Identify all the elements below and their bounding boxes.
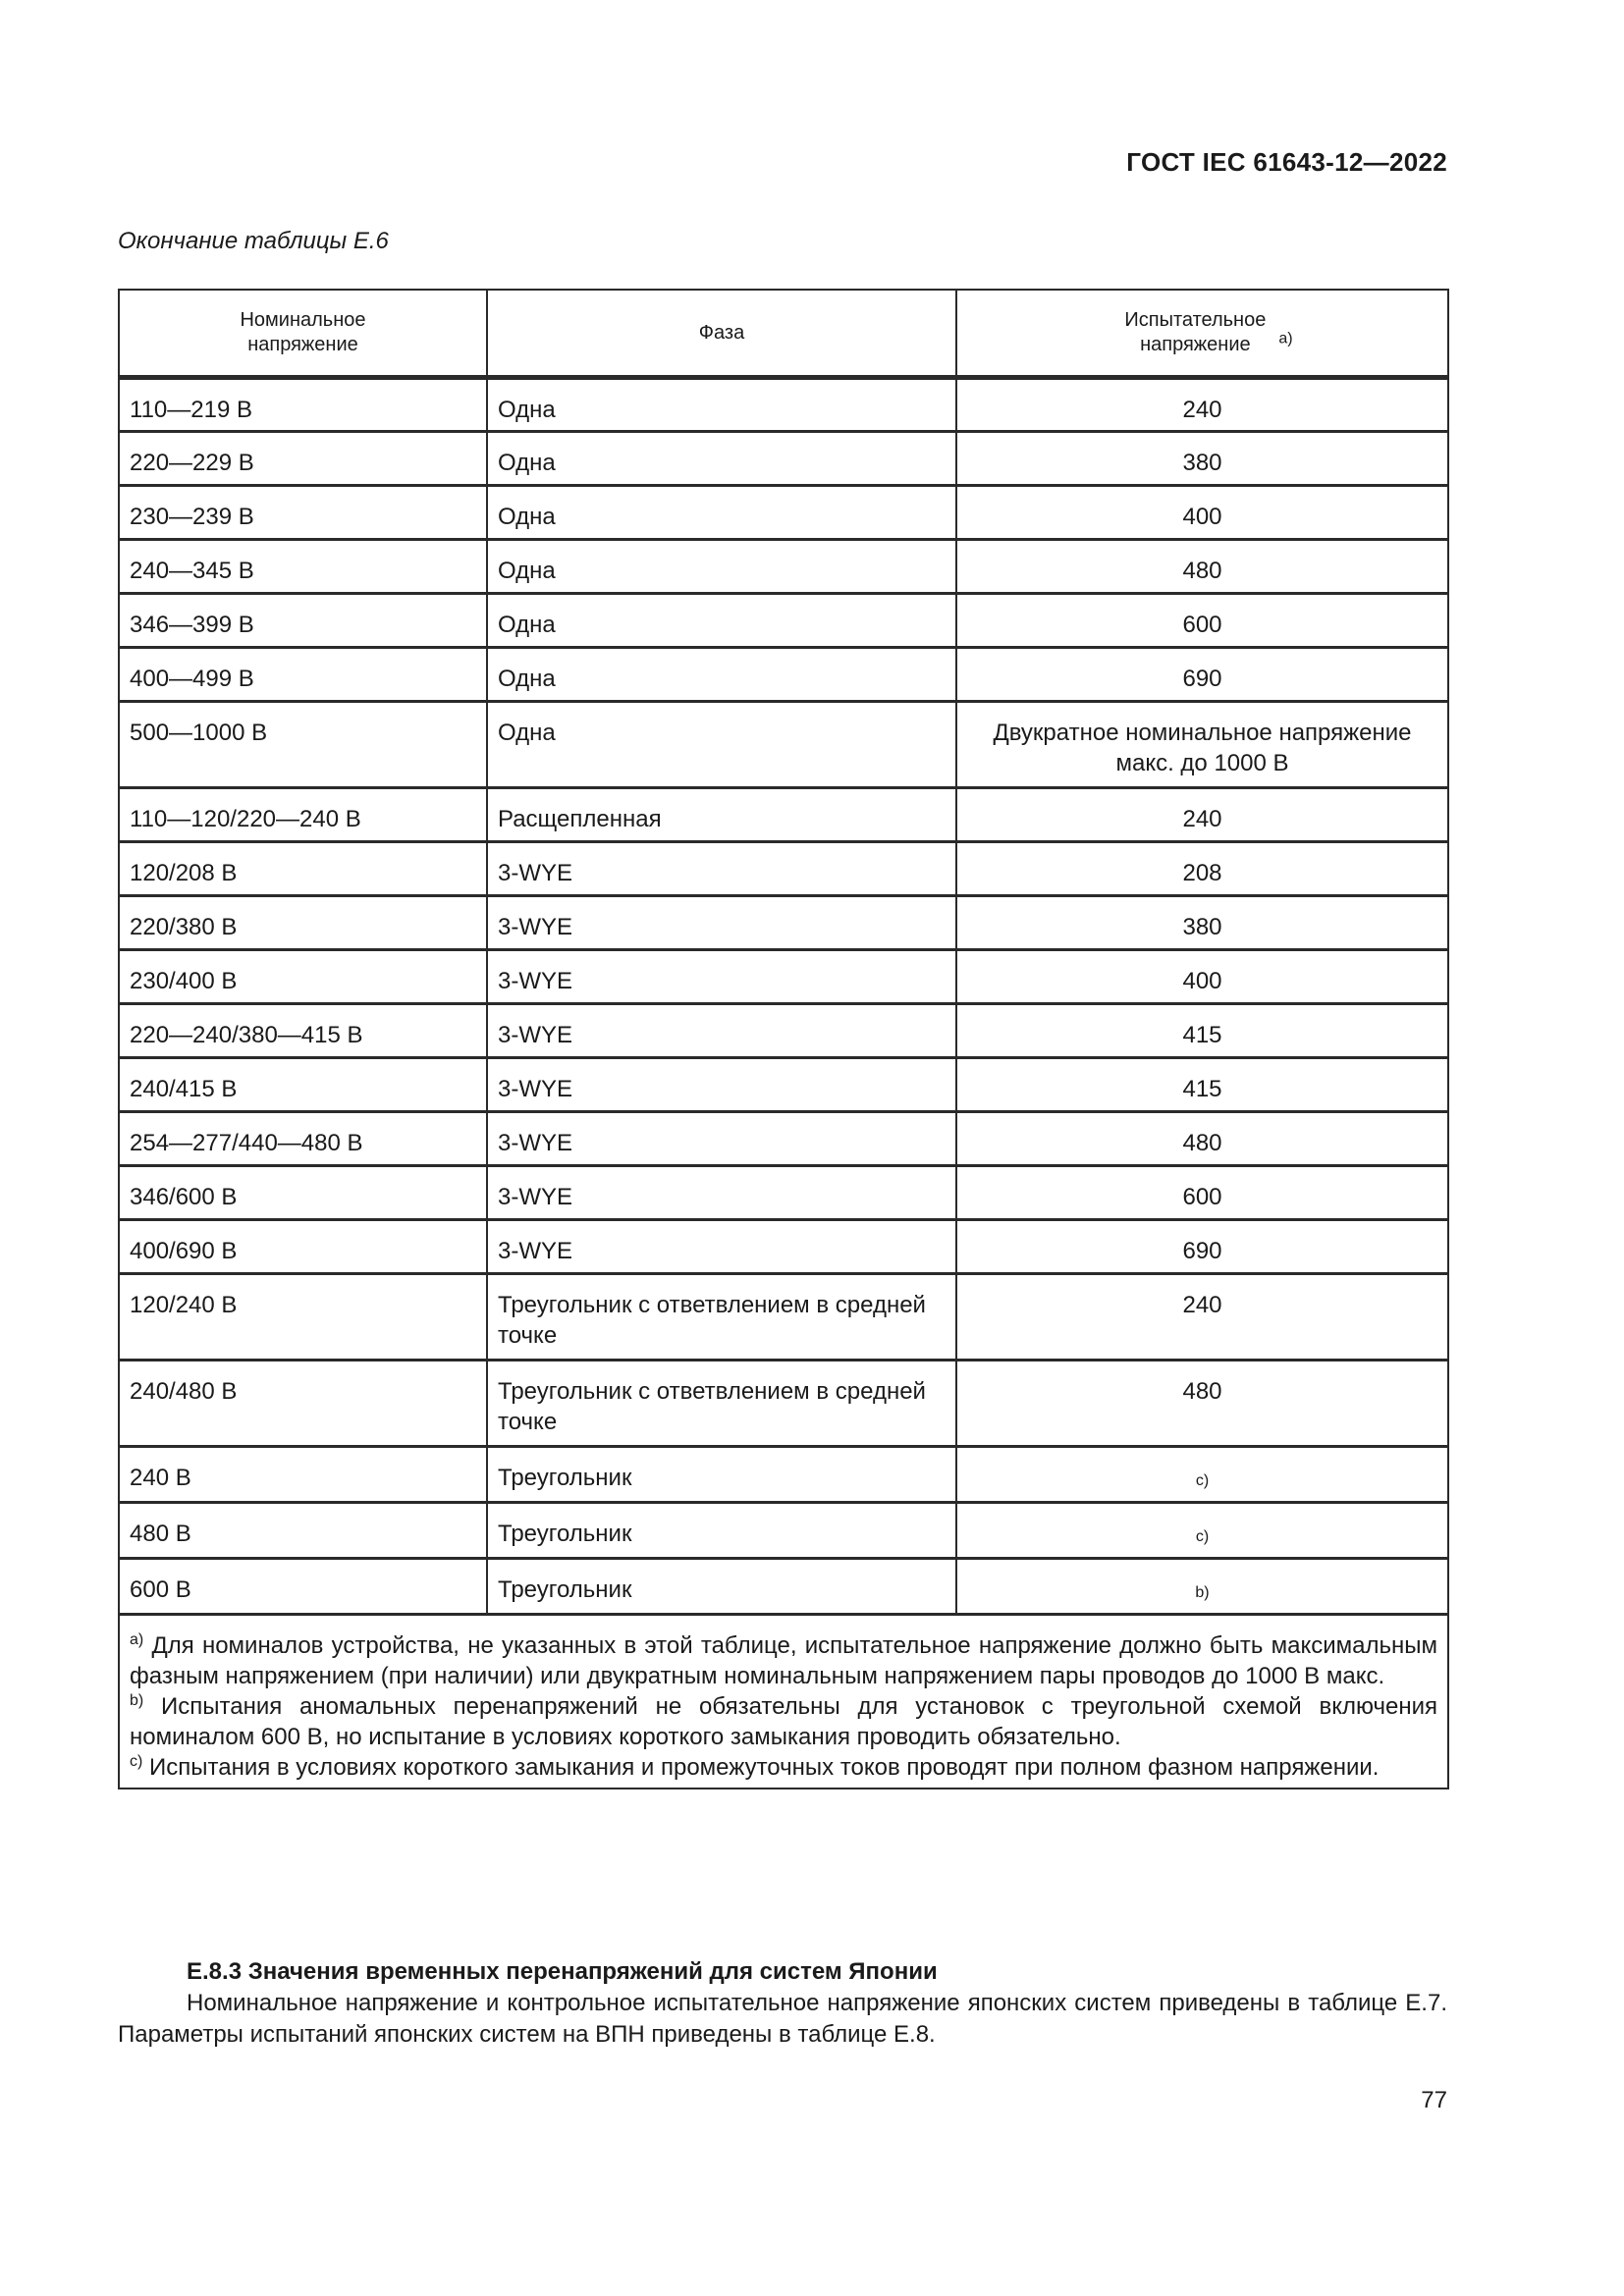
- cell-phase: Одна: [487, 648, 956, 702]
- table-row: [119, 1112, 1448, 1166]
- table-row: [119, 486, 1448, 540]
- footnote-text: Для номиналов устройства, не указанных в этой таблице, испытательное напряжение должно быть максимальным фазным напряжением (при наличии) или двукратным номинальным напряжением пары проводов до 1000 В макс.: [130, 1632, 1437, 1689]
- cell-test-voltage: 480: [956, 1361, 1448, 1447]
- table-row: [119, 594, 1448, 648]
- cell-test-voltage: 480: [956, 1112, 1448, 1166]
- cell-phase: 3-WYE: [487, 842, 956, 896]
- cell-test-voltage: Двукратное номинальное напряжение макс. до 1000 В: [956, 702, 1448, 788]
- cell-nominal-voltage: 400—499 В: [119, 648, 487, 702]
- cell-nominal-voltage: 230/400 В: [119, 950, 487, 1004]
- cell-test-voltage: 208: [956, 842, 1448, 896]
- cell-phase: Одна: [487, 540, 956, 594]
- table-row: [119, 1004, 1448, 1058]
- footnote-text: Испытания в условиях короткого замыкания и промежуточных токов проводят при полном фазном напряжении.: [149, 1754, 1380, 1781]
- cell-phase: 3-WYE: [487, 896, 956, 950]
- section-paragraph: Номинальное напряжение и контрольное испытательное напряжение японских систем приведены в таблице Е.7. Параметры испытаний японских систем на ВПН приведены в таблице Е.8.: [118, 1990, 1447, 2048]
- cell-test-voltage: 400: [956, 950, 1448, 1004]
- cell-phase: Одна: [487, 594, 956, 648]
- cell-nominal-voltage: 400/690 В: [119, 1220, 487, 1274]
- cell-test-voltage: 600: [956, 1166, 1448, 1220]
- cell-test-voltage: 380: [956, 432, 1448, 486]
- table-row: [119, 1058, 1448, 1112]
- cell-phase: Треугольник с ответвлением в средней точке: [487, 1361, 956, 1447]
- cell-phase: Одна: [487, 378, 956, 432]
- table-notes: [119, 1615, 1448, 1789]
- table-row: [119, 702, 1448, 788]
- cell-phase: 3-WYE: [487, 1058, 956, 1112]
- cell-test-voltage: 480: [956, 540, 1448, 594]
- cell-test-voltage: b): [956, 1559, 1448, 1615]
- cell-test-voltage: 240: [956, 1274, 1448, 1361]
- cell-nominal-voltage: 240 В: [119, 1447, 487, 1503]
- table-row: [119, 842, 1448, 896]
- cell-test-voltage: 415: [956, 1058, 1448, 1112]
- cell-phase: 3-WYE: [487, 1220, 956, 1274]
- cell-test-voltage: 600: [956, 594, 1448, 648]
- table-row: [119, 648, 1448, 702]
- column-header-test-voltage: Испытательное напряжение $^{a)}$: [956, 290, 1448, 378]
- cell-nominal-voltage: 120/240 В: [119, 1274, 487, 1361]
- table-row: [119, 432, 1448, 486]
- footnote-mark: b): [130, 1692, 144, 1709]
- cell-test-voltage: 400: [956, 486, 1448, 540]
- cell-phase: Одна: [487, 432, 956, 486]
- cell-phase: 3-WYE: [487, 950, 956, 1004]
- cell-nominal-voltage: 254—277/440—480 В: [119, 1112, 487, 1166]
- cell-test-voltage: 415: [956, 1004, 1448, 1058]
- voltage-table: [118, 289, 1449, 1789]
- column-header-nominal-voltage: Номинальное напряжение: [119, 290, 487, 378]
- cell-nominal-voltage: 110—120/220—240 В: [119, 788, 487, 842]
- table-row: [119, 950, 1448, 1004]
- table-note: [130, 1691, 1437, 1752]
- cell-nominal-voltage: 240/480 В: [119, 1361, 487, 1447]
- table-row: [119, 1361, 1448, 1447]
- cell-phase: Треугольник с ответвлением в средней точке: [487, 1274, 956, 1361]
- table-row: [119, 896, 1448, 950]
- cell-phase: Одна: [487, 702, 956, 788]
- table-note: [130, 1752, 1437, 1783]
- cell-test-voltage: 240: [956, 788, 1448, 842]
- cell-nominal-voltage: 346—399 В: [119, 594, 487, 648]
- cell-nominal-voltage: 220/380 В: [119, 896, 487, 950]
- table-body: [119, 378, 1448, 1615]
- footnote-text: Испытания аномальных перенапряжений не обязательны для установок с треугольной схемой включения номиналом 600 В, но испытание в условиях короткого замыкания проводить обязательно.: [130, 1693, 1437, 1750]
- cell-nominal-voltage: 220—229 В: [119, 432, 487, 486]
- page-number: 77: [1421, 2087, 1447, 2113]
- cell-phase: Треугольник: [487, 1503, 956, 1559]
- table-row: [119, 378, 1448, 432]
- cell-phase: Треугольник: [487, 1447, 956, 1503]
- footnote-mark: c): [130, 1753, 143, 1770]
- footnote-mark: a): [1278, 330, 1293, 347]
- cell-test-voltage: 690: [956, 1220, 1448, 1274]
- cell-nominal-voltage: 220—240/380—415 В: [119, 1004, 487, 1058]
- cell-nominal-voltage: 240—345 В: [119, 540, 487, 594]
- table-header: [119, 290, 1448, 378]
- column-header-phase: Фаза: [487, 290, 956, 378]
- cell-nominal-voltage: 120/208 В: [119, 842, 487, 896]
- table-row: [119, 1559, 1448, 1615]
- table-row: [119, 540, 1448, 594]
- table-row: [119, 1447, 1448, 1503]
- footnote-mark: a): [130, 1631, 144, 1648]
- document-header: ГОСТ IEC 61643-12—2022: [1126, 147, 1447, 177]
- cell-nominal-voltage: 240/415 В: [119, 1058, 487, 1112]
- table-row: [119, 1220, 1448, 1274]
- section-heading: Е.8.3 Значения временных перенапряжений для систем Японии: [187, 1958, 938, 1985]
- cell-test-voltage: 380: [956, 896, 1448, 950]
- cell-nominal-voltage: 346/600 В: [119, 1166, 487, 1220]
- cell-nominal-voltage: 500—1000 В: [119, 702, 487, 788]
- cell-nominal-voltage: 230—239 В: [119, 486, 487, 540]
- cell-nominal-voltage: 110—219 В: [119, 378, 487, 432]
- section-e-8-3: [118, 1956, 1447, 2051]
- table-row: [119, 788, 1448, 842]
- table-row: [119, 1274, 1448, 1361]
- cell-phase: Треугольник: [487, 1559, 956, 1615]
- table-row: [119, 1166, 1448, 1220]
- cell-test-voltage: c): [956, 1503, 1448, 1559]
- cell-test-voltage: c): [956, 1447, 1448, 1503]
- cell-test-voltage: 240: [956, 378, 1448, 432]
- table-note: [130, 1630, 1437, 1691]
- cell-phase: 3-WYE: [487, 1166, 956, 1220]
- cell-phase: 3-WYE: [487, 1004, 956, 1058]
- cell-test-voltage: 690: [956, 648, 1448, 702]
- cell-phase: Одна: [487, 486, 956, 540]
- table-caption: Окончание таблицы Е.6: [118, 228, 389, 254]
- cell-phase: 3-WYE: [487, 1112, 956, 1166]
- table-row: [119, 1503, 1448, 1559]
- cell-nominal-voltage: 480 В: [119, 1503, 487, 1559]
- cell-nominal-voltage: 600 В: [119, 1559, 487, 1615]
- cell-phase: Расщепленная: [487, 788, 956, 842]
